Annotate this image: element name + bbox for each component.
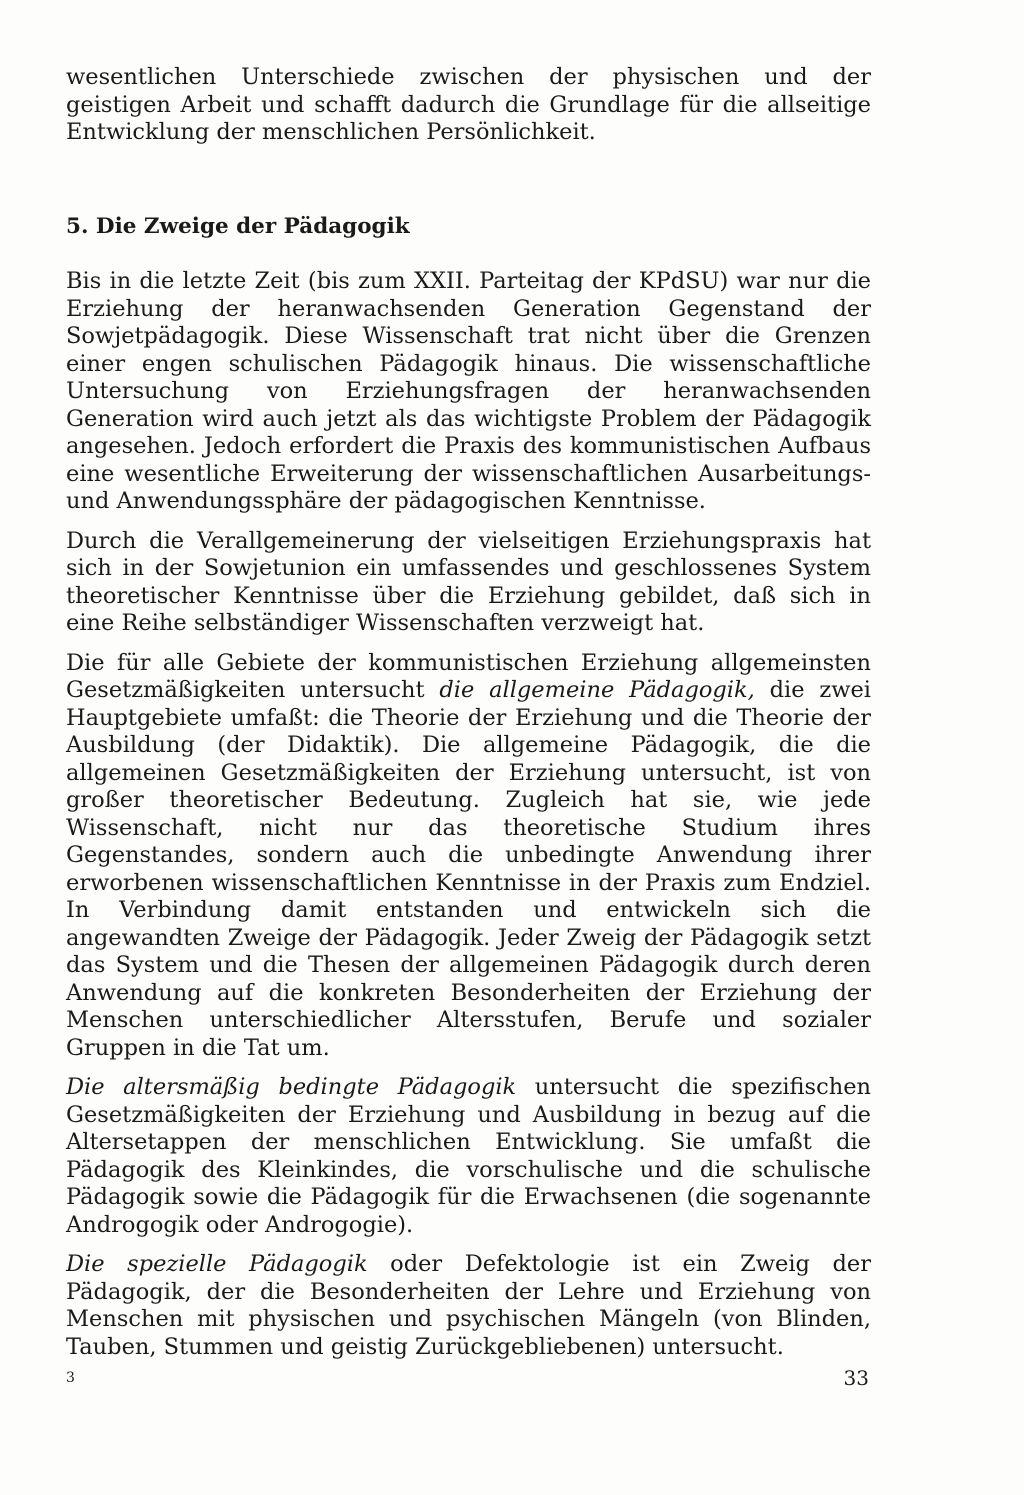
continuation-text: wesentlichen Unterschiede zwischen der physischen und der geistigen Arbeit und schafft dadurch die Grundlage für die allseitige Entwicklung der menschlichen Persönlichkeit.	[66, 64, 871, 145]
paragraph-5	[66, 1251, 871, 1361]
continuation-paragraph	[66, 64, 871, 147]
paragraph-3-rest: die zwei Hauptgebiete umfaßt: die Theorie der Erziehung und die Theorie der Ausbildung (der Didaktik). Die allgemeine Pädagogik, die die allgemeinen Gesetzmäßigkeiten der Erziehung untersucht, ist von großer theoretischer Bedeutung. Zugleich hat sie, wie jede Wissenschaft, nicht nur das theoretische Studium ihres Gegenstandes, sondern auch die unbedingte Anwendung ihrer erworbenen wissenschaftlichen Kenntnisse in der Praxis zum Endziel. In Verbindung damit entstanden und entwickeln sich die angewandten Zweige der Pädagogik. Jeder Zweig der Pädagogik setzt das System und die Thesen der allgemeinen Pädagogik durch deren Anwendung auf die konkreten Besonderheiten der Erziehung der Menschen unterschiedlicher Altersstufen, Berufe und sozialer Gruppen in die Tat um.	[66, 677, 871, 1061]
section-heading: 5. Die Zweige der Pädagogik	[66, 214, 410, 239]
paragraph-5-rest: oder Defektologie ist ein Zweig der Pädagogik, der die Besonderheiten der Lehre und Erziehung von Menschen mit physischen und psychischen Mängeln (von Blinden, Tauben, Stummen und geistig Zurückgebliebenen) untersucht.	[66, 1251, 871, 1360]
paragraph-4	[66, 1074, 871, 1239]
paragraph-1: Bis in die letzte Zeit (bis zum XXII. Parteitag der KPdSU) war nur die Erziehung der heranwachsenden Generation Gegenstand der Sowjetpädagogik. Diese Wissenschaft trat nicht über die Grenzen einer engen schulischen Pädagogik hinaus. Die wissenschaftliche Untersuchung von Erziehungsfragen der heranwachsenden Generation wird auch jetzt als das wichtigste Problem der Pädagogik angesehen. Jedoch erfordert die Praxis des kommunistischen Aufbaus eine wesentliche Erweiterung der wissenschaftlichen Ausarbeitungs- und Anwendungssphäre der pädagogischen Kenntnisse.	[66, 268, 871, 514]
paragraph-2: Durch die Verallgemeinerung der vielseitigen Erziehungspraxis hat sich in der Sowjetunion ein umfassendes und geschlossenes System theoretischer Kenntnisse über die Erziehung gebildet, daß sich in eine Reihe selbständiger Wissenschaften verzweigt hat.	[66, 527, 871, 636]
term-allgemeine-paedagogik: die allgemeine Pädagogik,	[439, 677, 755, 703]
section-body	[66, 268, 871, 1361]
term-altersmaessig-bedingte-paedagogik: Die altersmäßig bedingte Pädagogik	[66, 1074, 517, 1100]
paragraph-3-lead: Die für alle Gebiete der kommunistischen Erziehung allgemeinsten Gesetzmäßigkeiten untersucht	[66, 649, 871, 703]
printer-signature: 3	[66, 1370, 75, 1386]
paragraph-3	[66, 650, 871, 1063]
paragraph-4-rest: untersucht die spezifischen Gesetzmäßigkeiten der Erziehung und Ausbildung in bezug auf die Altersetappen der menschlichen Entwicklung. Sie umfaßt die Pädagogik des Kleinkindes, die vorschulische und die schulische Pädagogik sowie die Pädagogik für die Erwachsenen (die sogenannte Androgogik oder Androgogie).	[66, 1074, 871, 1238]
term-spezielle-paedagogik: Die spezielle Pädagogik	[66, 1251, 368, 1277]
page-number: 33	[843, 1366, 869, 1390]
